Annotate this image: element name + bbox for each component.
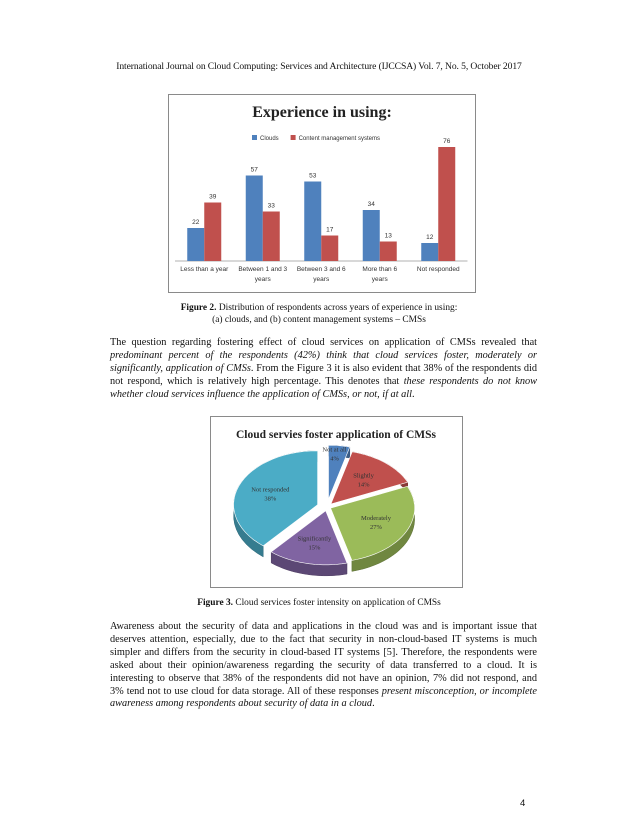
figure-2-caption-line1: Distribution of respondents across years of experience in using: bbox=[216, 303, 458, 313]
journal-header: International Journal on Cloud Computing: Services and Architecture (IJCCSA) Vol. 7, No. 5, October 2017 bbox=[116, 61, 522, 72]
x-tick-label-2-1: years bbox=[313, 276, 330, 283]
pie-percent-3: 15% bbox=[308, 544, 321, 552]
bar-0-2 bbox=[304, 182, 321, 262]
bar-0-4 bbox=[421, 243, 438, 261]
figure-2-caption-line2: (a) clouds, and (b) content management systems – CMSs bbox=[212, 315, 426, 325]
bar-1-2 bbox=[321, 236, 338, 262]
paragraph-2-text-b: . bbox=[372, 698, 375, 710]
pie-percent-2: 27% bbox=[370, 524, 382, 532]
figure-3-chart bbox=[210, 416, 463, 588]
paragraph-1-text-a: The question regarding fostering effect of cloud services on application of CMSs revealed that bbox=[110, 337, 537, 348]
pie-chart bbox=[211, 417, 462, 587]
bar-1-3 bbox=[380, 242, 397, 262]
x-tick-label-3-1: years bbox=[371, 276, 388, 283]
legend-label-0: Clouds bbox=[260, 136, 279, 142]
chart-title: Experience in using: bbox=[252, 104, 392, 121]
x-tick-label-1-0: Between 1 and 3 bbox=[238, 266, 288, 273]
paragraph-1-emphasis-a: predominant percent of the respondents (42%) think that cloud services foster, moderately or significantly, application of CMSs bbox=[110, 349, 537, 374]
x-tick-label-3-0: More than 6 bbox=[362, 266, 398, 273]
pie-label-0: Not at all bbox=[322, 446, 347, 454]
bar-0-0 bbox=[187, 228, 204, 261]
bar-value-label-1-4: 76 bbox=[443, 138, 451, 145]
bar-value-label-0-4: 12 bbox=[426, 234, 434, 241]
chart-title: Cloud servies foster application of CMSs bbox=[235, 429, 437, 441]
paragraph-2-text-a: Awareness about the security of data and applications in the cloud was and is important issue that deserves attention, especially, due to the fact that security in non-cloud-based IT systems is much simpler and differs from the security in cloud-based IT systems [5]. Therefore, the respondents were asked about their opinion/awareness regarding the security of data transferred to a cloud. It is interesting to observe that 38% of the respondents did not have an opinion, 7% did not respond, and 3% tend not to use cloud for data storage. All of these responses bbox=[110, 621, 537, 697]
pie-percent-0: 4% bbox=[330, 455, 339, 463]
page-number: 4 bbox=[520, 798, 526, 809]
pie-percent-4: 38% bbox=[264, 495, 277, 503]
paragraph-2 bbox=[110, 621, 537, 711]
figure-3-caption bbox=[0, 597, 638, 609]
bar-0-3 bbox=[363, 210, 380, 261]
legend-label-1: Content management systems bbox=[298, 136, 380, 142]
x-tick-label-4-0: Not responded bbox=[416, 266, 460, 273]
bar-value-label-1-0: 39 bbox=[209, 193, 217, 201]
bar-value-label-0-3: 34 bbox=[367, 201, 375, 208]
bar-value-label-1-2: 17 bbox=[326, 226, 334, 234]
legend-swatch-1 bbox=[291, 135, 296, 140]
bar-value-label-0-1: 57 bbox=[250, 166, 258, 174]
bar-chart bbox=[169, 95, 475, 292]
x-tick-label-2-0: Between 3 and 6 bbox=[296, 266, 346, 273]
x-tick-label-0-0: Less than a year bbox=[180, 266, 229, 273]
figure-2-caption bbox=[0, 302, 638, 326]
figure-2-chart bbox=[168, 94, 476, 293]
pie-label-2: Moderately bbox=[361, 515, 391, 523]
bar-1-4 bbox=[438, 147, 455, 261]
figure-3-label: Figure 3. bbox=[197, 598, 233, 608]
legend-swatch-0 bbox=[252, 135, 257, 140]
bar-value-label-0-0: 22 bbox=[192, 219, 200, 226]
bar-value-label-1-1: 33 bbox=[267, 202, 275, 210]
pie-label-4: Not responded bbox=[251, 486, 290, 494]
paragraph-1-text-b: . From the Figure 3 it is also evident that 38% of the respondents did not respond, which is relatively high percentage. This denotes that bbox=[110, 362, 537, 387]
paragraph-2-emphasis: present misconception, or incomplete awareness among respondents about security of data in a cloud bbox=[110, 685, 537, 710]
bar-1-0 bbox=[204, 203, 221, 262]
pie-label-1: Slightly bbox=[353, 472, 374, 480]
bar-0-1 bbox=[246, 176, 263, 262]
paragraph-1-text-c: . bbox=[412, 388, 415, 400]
bar-value-label-1-3: 13 bbox=[384, 232, 392, 240]
bar-1-1 bbox=[263, 212, 280, 262]
pie-percent-1: 14% bbox=[357, 481, 370, 489]
x-tick-label-1-1: years bbox=[254, 276, 271, 283]
figure-2-label: Figure 2. bbox=[180, 303, 217, 313]
paragraph-1-emphasis-b: these respondents do not know whether cloud services influence the application of CMSs, or not, if at all bbox=[110, 375, 537, 400]
paragraph-1 bbox=[110, 337, 537, 402]
pie-label-3: Significantly bbox=[297, 535, 332, 543]
bar-value-label-0-2: 53 bbox=[309, 172, 317, 180]
figure-3-caption-text: Cloud services foster intensity on application of CMSs bbox=[232, 598, 441, 608]
